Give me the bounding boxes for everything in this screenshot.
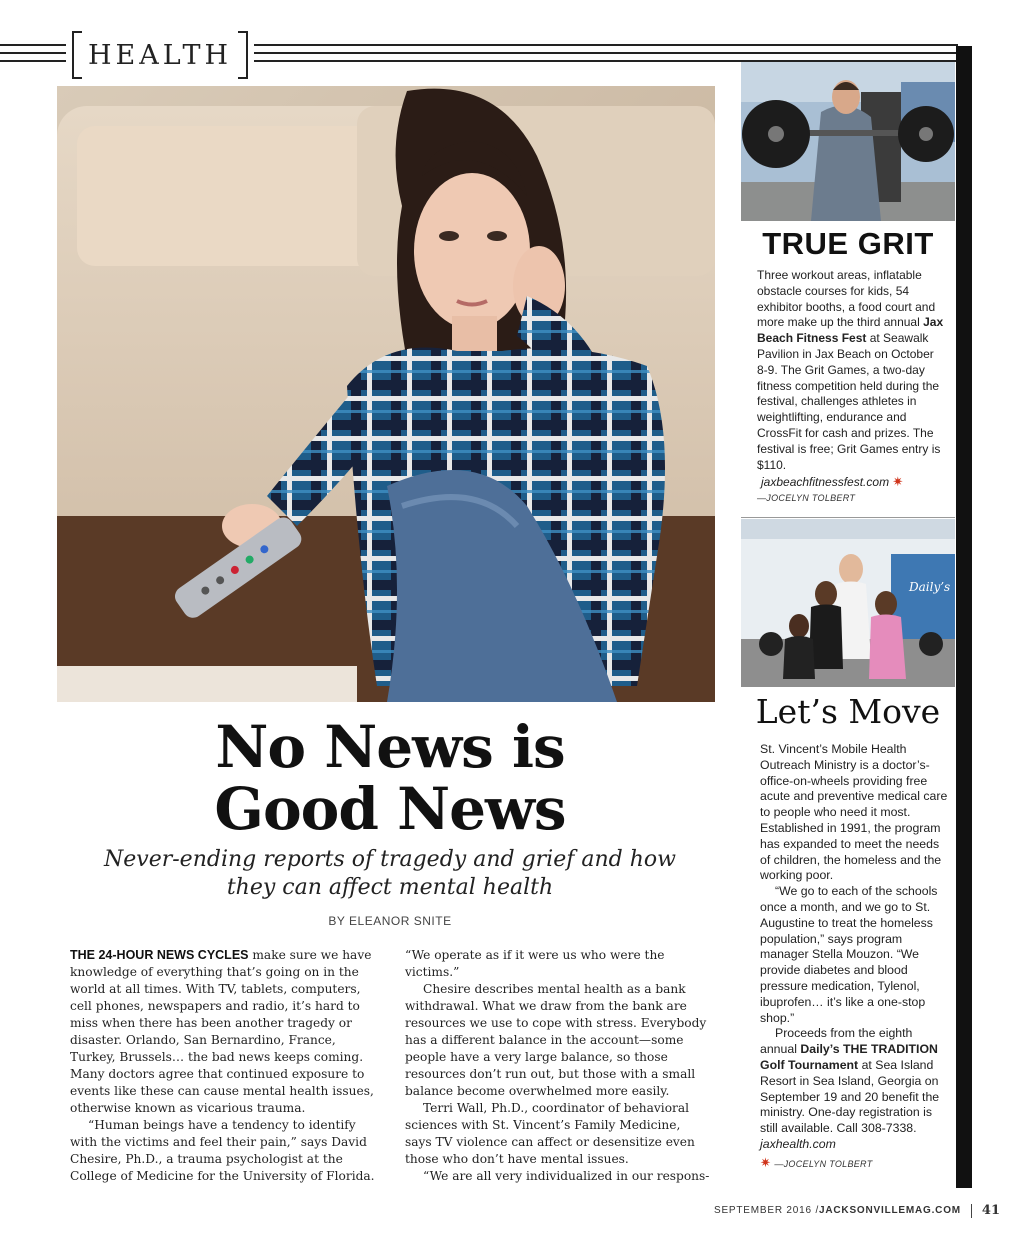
event-name: Daily’s THE TRADITION Golf Tournament — [760, 1042, 938, 1072]
truck-sign: Daily’s — [909, 580, 951, 594]
paragraph: St. Vincent’s Mobile Health Outreach Ministry is a doctor’s-office-on-wheels providing free acute and preventive medical care to people who need it most. Established in 1991, the program has expanded to meet the needs of children, the homeless and the working poor. — [760, 742, 948, 883]
sidebar-photo-weightlifter — [741, 62, 955, 221]
event-name: Jax Beach Fitness Fest — [757, 315, 944, 346]
author-credit: —JOCELYN TOLBERT — [757, 493, 856, 504]
page-footer — [700, 1203, 1000, 1218]
sidebar-body-lets-move — [760, 742, 950, 1173]
deck-line-2: they can affect mental health — [226, 875, 554, 900]
article-deck — [70, 846, 710, 902]
article-column-2 — [405, 947, 710, 1185]
article-headline — [120, 713, 660, 843]
paragraph-text: Proceeds from the eighth annual — [760, 1026, 913, 1057]
paragraph — [70, 947, 375, 1117]
star-icon: ✷ — [760, 1154, 771, 1170]
sidebar-body-true-grit — [757, 268, 947, 507]
page-number: 41 — [981, 1203, 1000, 1218]
lead-in: THE 24-HOUR NEWS CYCLES — [70, 948, 249, 962]
sidebar-title-lets-move: Let’s Move — [755, 692, 941, 731]
paragraph: “We go to each of the schools once a month, and we go to St. Augustine to treat the homeless population,” says program manager Stella Mouzon. “We provide diabetes and blood pressure medication, Tylenol, ibuprofen… it’s like a one-stop shop.” — [760, 884, 938, 1025]
sidebar-divider — [741, 517, 955, 518]
headline-line-1: No News is — [215, 713, 565, 781]
paragraph: “We operate as if it were us who were the victims.” — [405, 948, 665, 979]
sidebar-title-true-grit: TRUE GRIT — [762, 226, 934, 261]
paragraph-text: make sure we have knowledge of everything that’s going on in the world at all times. With TV, tablets, computers, cell phones, newspapers and radio, it’s hard to miss when there has been another tragedy or disaster. Orlando, San Bernardino, France, Turkey, Brussels… the bad news keeps coming. Many doctors agree that continued exposure to events like these can cause mental health issues, otherwise known as vicarious trauma. — [70, 948, 374, 1115]
footer-separator — [971, 1204, 972, 1218]
section-label: HEALTH — [88, 39, 233, 71]
headline-line-2: Good News — [214, 775, 566, 843]
article-column-1 — [70, 947, 375, 1185]
paragraph-text: at Sea Island Resort in Sea Island, Georgia on September 19 and 20 benefit the ministry. One-day registration is still available. Call 308-7338. — [760, 1057, 940, 1136]
sidebar-photo-mobile-health — [741, 519, 955, 687]
right-bracket — [238, 31, 248, 79]
author-credit: —JOCELYN TOLBERT — [774, 1158, 873, 1169]
health-url-link[interactable]: jaxhealth.com — [760, 1136, 836, 1151]
paragraph: Chesire describes mental health as a bank withdrawal. What we draw from the bank are resources we use to cope with stress. Everybody has a different balance in the account—some people have a very large balance, so those resources don’t run out, but those with a small balance become overwhelmed more easily. — [405, 982, 707, 1098]
paragraph: “Human beings have a tendency to identify with the victims and feel their pain,” says David Chesire, Ph.D., a trauma psychologist at the College of Medicine for the University of Florida. — [70, 1118, 375, 1183]
event-url-link[interactable]: jaxbeachfitnessfest.com — [761, 475, 890, 490]
issue-date: SEPTEMBER 2016 / — [713, 1205, 820, 1216]
main-photo-woman-with-remote — [57, 86, 715, 702]
star-icon: ✷ — [892, 474, 904, 490]
paragraph: Terri Wall, Ph.D., coordinator of behavioral sciences with St. Vincent’s Family Medicine, says TV violence can affect or desensitize even those who don’t have mental issues. — [405, 1101, 695, 1166]
left-bracket — [72, 31, 82, 79]
deck-line-1: Never-ending reports of tragedy and grief and how — [104, 847, 676, 872]
sidebar-text: at Seawalk Pavilion in Jax Beach on October 8-9. The Grit Games, a two-day fitness competition held during the festival, challenges athletes in weightlifting, endurance and CrossFit for cash and prizes. The festival is free; Grit Games entry is $110. — [757, 331, 941, 472]
sidebar-vertical-bar — [956, 46, 972, 1188]
website-link[interactable]: JACKSONVILLEMAG.COM — [819, 1205, 961, 1216]
section-tag — [66, 30, 254, 80]
sidebar-text: Three workout areas, inflatable obstacle courses for kids, 54 exhibitor booths, a food court and more make up the third annual — [757, 268, 936, 330]
paragraph: “We are all very individualized in our respons- — [423, 1169, 710, 1183]
paragraph — [760, 1026, 950, 1152]
byline: BY ELEANOR SNITE — [328, 914, 452, 928]
